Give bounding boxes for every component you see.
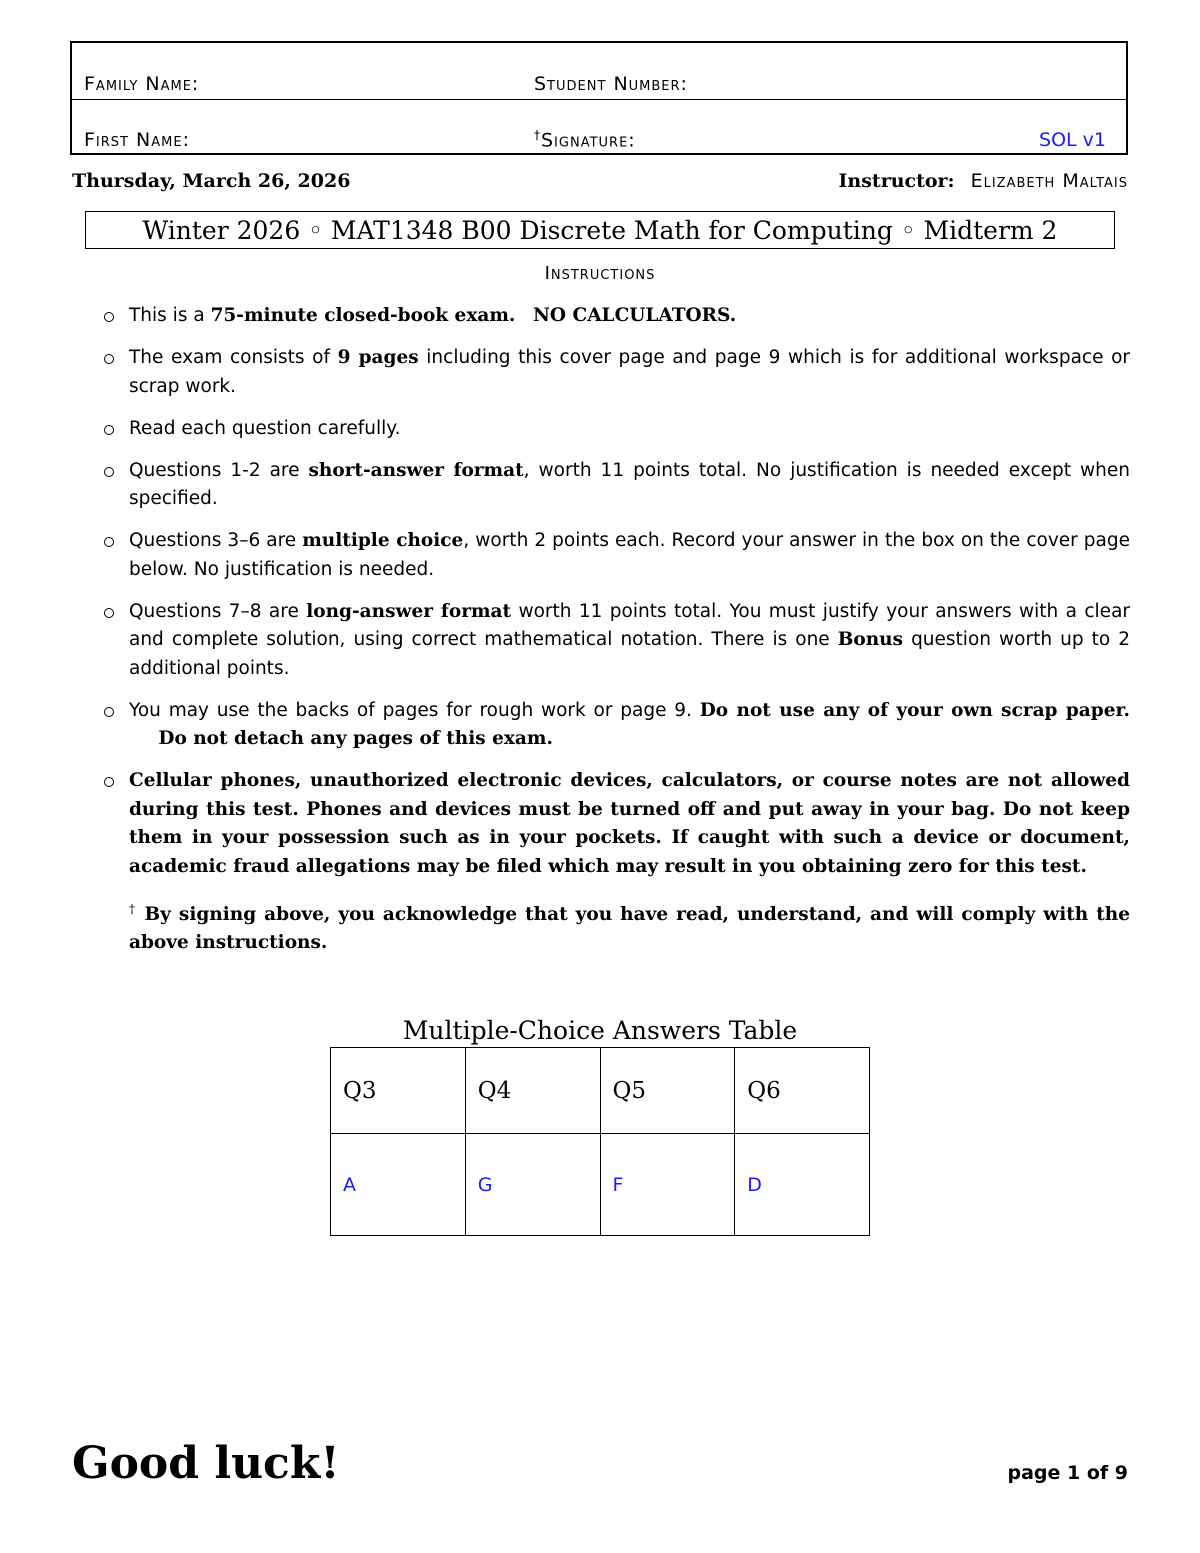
bullet-circle-icon xyxy=(104,354,114,364)
mc-answer-cell: D xyxy=(735,1134,870,1236)
signature-field xyxy=(534,128,636,151)
instruction-emphasis: Do not use any of your own scrap paper. xyxy=(699,699,1130,721)
bullet-circle-icon xyxy=(104,425,114,435)
instruction-emphasis: Do not detach any pages of this exam. xyxy=(158,728,553,749)
instruction-emphasis: Bonus xyxy=(837,629,904,650)
good-luck-text: Good luck! xyxy=(72,1438,340,1489)
instruction-emphasis: NO CALCULATORS. xyxy=(533,305,737,326)
instruction-text: You may use the backs of pages for rough work or page 9. xyxy=(129,699,700,721)
instruction-emphasis: long-answer format xyxy=(306,600,512,622)
instruction-emphasis: short-answer format xyxy=(308,459,524,481)
instructor-name: Elizabeth Maltais xyxy=(970,170,1128,192)
instructor-label: Instructor: xyxy=(838,170,955,192)
mc-answer-cell: F xyxy=(600,1134,735,1236)
instruction-item xyxy=(104,697,1130,754)
instruction-item xyxy=(104,598,1130,684)
signature-note-text: By signing above, you acknowledge that you have read, understand, and will comply with the above instructions. xyxy=(129,903,1130,954)
mc-question-cell: Q4 xyxy=(465,1048,600,1134)
instructions-heading: Instructions xyxy=(544,263,656,284)
mc-question-cell: Q5 xyxy=(600,1048,735,1134)
bullet-circle-icon xyxy=(104,707,114,717)
signature-note xyxy=(104,895,1130,958)
signature-label: Signature: xyxy=(541,129,636,151)
instruction-item xyxy=(104,415,1130,444)
bullet-circle-icon xyxy=(104,312,114,322)
mc-table-caption: Multiple-Choice Answers Table xyxy=(402,1016,798,1045)
instruction-text: question worth up to 2 additional points. xyxy=(129,629,1130,679)
instruction-text: worth 11 points total. You must justify your answers with a clear and complete solution, using correct mathematical notation. There is one xyxy=(129,600,1131,650)
signature-dagger: † xyxy=(534,127,541,142)
instruction-text: This is a xyxy=(129,305,211,326)
instruction-emphasis: 9 pages xyxy=(337,347,419,368)
instruction-emphasis: 75-minute closed-book exam. xyxy=(210,305,516,326)
instructor-line xyxy=(839,170,1128,192)
student-info-box xyxy=(70,41,1128,155)
header-row-2 xyxy=(72,99,1126,155)
bullet-circle-icon xyxy=(104,537,114,547)
instruction-emphasis: Cellular phones, unauthorized electronic devices, calculators, or course notes are not allowed during this test. Phones and devices must be turned off and put away in your bag. Do not keep them in your possession such as in your pockets. If caught with such a device or document, academic fraud allegations may be filed which may result in you obtaining zero for this test. xyxy=(129,770,1130,877)
signature-note-dagger: † xyxy=(129,901,137,916)
exam-title: Winter 2026 ◦ MAT1348 B00 Discrete Math for Computing ◦ Midterm 2 xyxy=(85,211,1115,249)
mc-answer-row xyxy=(331,1134,870,1236)
mc-question-cell: Q6 xyxy=(735,1048,870,1134)
header-row-1 xyxy=(72,43,1126,100)
bullet-circle-icon xyxy=(104,777,114,787)
instructions-list xyxy=(104,302,1130,958)
instruction-text: , worth 11 points total. No justification is needed except when specified. xyxy=(129,459,1130,509)
instruction-text xyxy=(515,305,533,326)
exam-date: Thursday, March 26, 2026 xyxy=(72,170,351,192)
instruction-item xyxy=(104,457,1130,514)
bullet-circle-icon xyxy=(104,467,114,477)
instruction-item xyxy=(104,527,1130,584)
instruction-text xyxy=(129,728,158,749)
family-name-label: Family Name: xyxy=(84,73,200,95)
bullet-circle-icon xyxy=(104,608,114,618)
instruction-text: , worth 2 points each. Record your answer in the box on the cover page below. No justification is needed. xyxy=(129,530,1131,580)
instruction-text: Questions 3–6 are xyxy=(129,530,303,551)
version-label: SOL v1 xyxy=(1039,129,1106,151)
page-number: page 1 of 9 xyxy=(1007,1462,1128,1484)
mc-question-row xyxy=(331,1048,870,1134)
instruction-item xyxy=(104,344,1130,401)
instruction-item xyxy=(104,767,1130,881)
instruction-emphasis: multiple choice xyxy=(302,530,464,551)
student-number-label: Student Number: xyxy=(534,73,688,95)
mc-answers-table xyxy=(330,1047,870,1236)
instruction-text: Read each question carefully. xyxy=(129,417,401,439)
instruction-text: The exam consists of xyxy=(129,347,338,368)
mc-answer-cell: A xyxy=(331,1134,466,1236)
instruction-text: Questions 1-2 are xyxy=(129,459,309,481)
instruction-text: including this cover page and page 9 which is for additional workspace or scrap work. xyxy=(129,347,1130,397)
mc-question-cell: Q3 xyxy=(331,1048,466,1134)
instruction-text: Questions 7–8 are xyxy=(129,600,307,622)
first-name-label: First Name: xyxy=(84,129,190,151)
instruction-item xyxy=(104,302,1130,331)
mc-answer-cell: G xyxy=(465,1134,600,1236)
